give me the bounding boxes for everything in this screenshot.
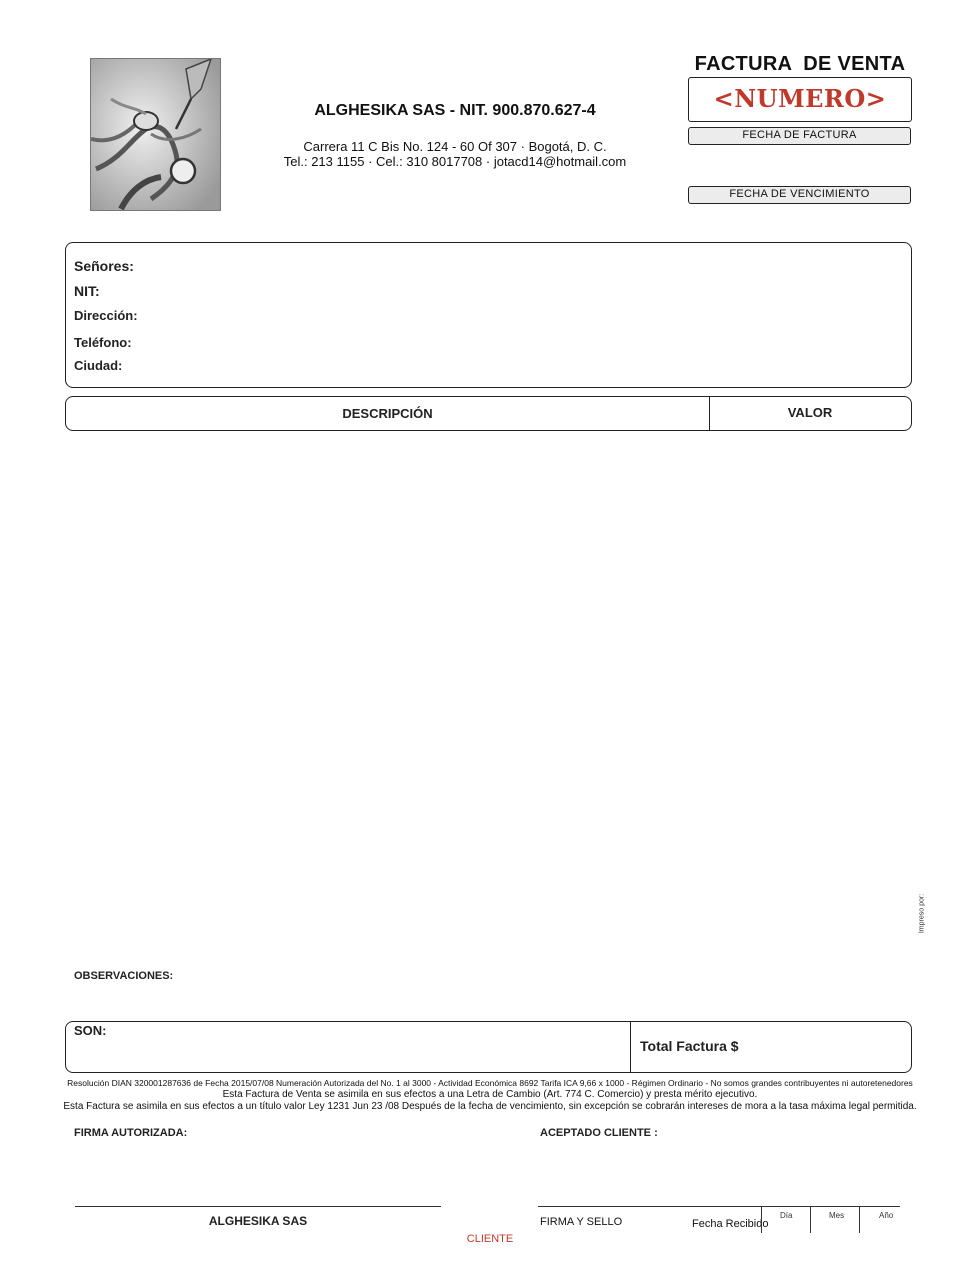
date-separator-1 [761, 1207, 762, 1233]
legal-title-value: Esta Factura se asimila en sus efectos a un título valor Ley 1231 Jun 23 /08 Después de la fecha de vencimiento, sin excepción se cobrarán intereses de mora a la tasa máxima legal permitida. [63, 1101, 917, 1112]
senores-label: Señores: [74, 258, 134, 274]
client-signature-line [538, 1206, 900, 1207]
son-total-box [65, 1021, 912, 1073]
printed-by-note: Impreso por: [918, 893, 926, 934]
company-name-nit: ALGHESIKA SAS - NIT. 900.870.627-4 [314, 102, 596, 119]
mes-label: Mes [829, 1211, 845, 1220]
nit-label: NIT: [74, 283, 100, 299]
direccion-label: Dirección: [74, 308, 138, 323]
value-header: VALOR [787, 405, 833, 420]
legal-letter-of-exchange: Esta Factura de Venta se asimila en sus efectos a una Letra de Cambio (Art. 774 C. Comercio) y presta mérito ejecutivo. [222, 1089, 758, 1100]
client-info-box [65, 242, 912, 388]
son-total-divider [630, 1022, 631, 1072]
copy-label-cliente: CLIENTE [466, 1233, 514, 1245]
due-date-label: FECHA DE VENCIMIENTO [729, 188, 870, 200]
firma-autorizada-label: FIRMA AUTORIZADA: [74, 1127, 188, 1139]
invoice-date-field[interactable] [688, 127, 911, 145]
observaciones-label: OBSERVACIONES: [74, 970, 174, 982]
invoice-number-placeholder: <NUMERO> [713, 84, 887, 113]
company-contact-block [250, 139, 660, 169]
invoice-title: FACTURA DE VENTA [694, 53, 906, 75]
description-header: DESCRIPCIÓN [342, 406, 433, 421]
due-date-field[interactable] [688, 186, 911, 204]
son-label: SON: [74, 1023, 107, 1038]
date-separator-2 [810, 1207, 811, 1233]
company-logo-illustration [90, 58, 221, 211]
date-separator-3 [859, 1207, 860, 1233]
invoice-date-label: FECHA DE FACTURA [742, 129, 857, 141]
telefono-label: Teléfono: [74, 335, 132, 350]
firma-sello-label: FIRMA Y SELLO [540, 1216, 623, 1228]
total-factura-label: Total Factura $ [640, 1038, 739, 1054]
legal-resolution: Resolución DIAN 320001287636 de Fecha 2015/07/08 Numeración Autorizada del No. 1 al 3000 - Actividad Económica 8692 Tarifa ICA 9,66 x 1000 - Régimen Ordinario - No somos grandes contribuyentes ni autoretenedores [67, 1078, 913, 1088]
anio-label: Año [879, 1211, 894, 1220]
aceptado-cliente-label: ACEPTADO CLIENTE : [540, 1127, 658, 1139]
signature-company-name: ALGHESIKA SAS [208, 1214, 308, 1228]
company-address: Carrera 11 C Bis No. 124 - 60 Of 307 · Bogotá, D. C. [303, 139, 607, 154]
dia-label: Día [780, 1211, 793, 1220]
ciudad-label: Ciudad: [74, 358, 123, 373]
company-phone-email: Tel.: 213 1155 · Cel.: 310 8017708 · jotacd14@hotmail.com [283, 154, 627, 169]
authorized-signature-line [75, 1206, 441, 1207]
fecha-recibido-label: Fecha Recibido [692, 1218, 769, 1230]
